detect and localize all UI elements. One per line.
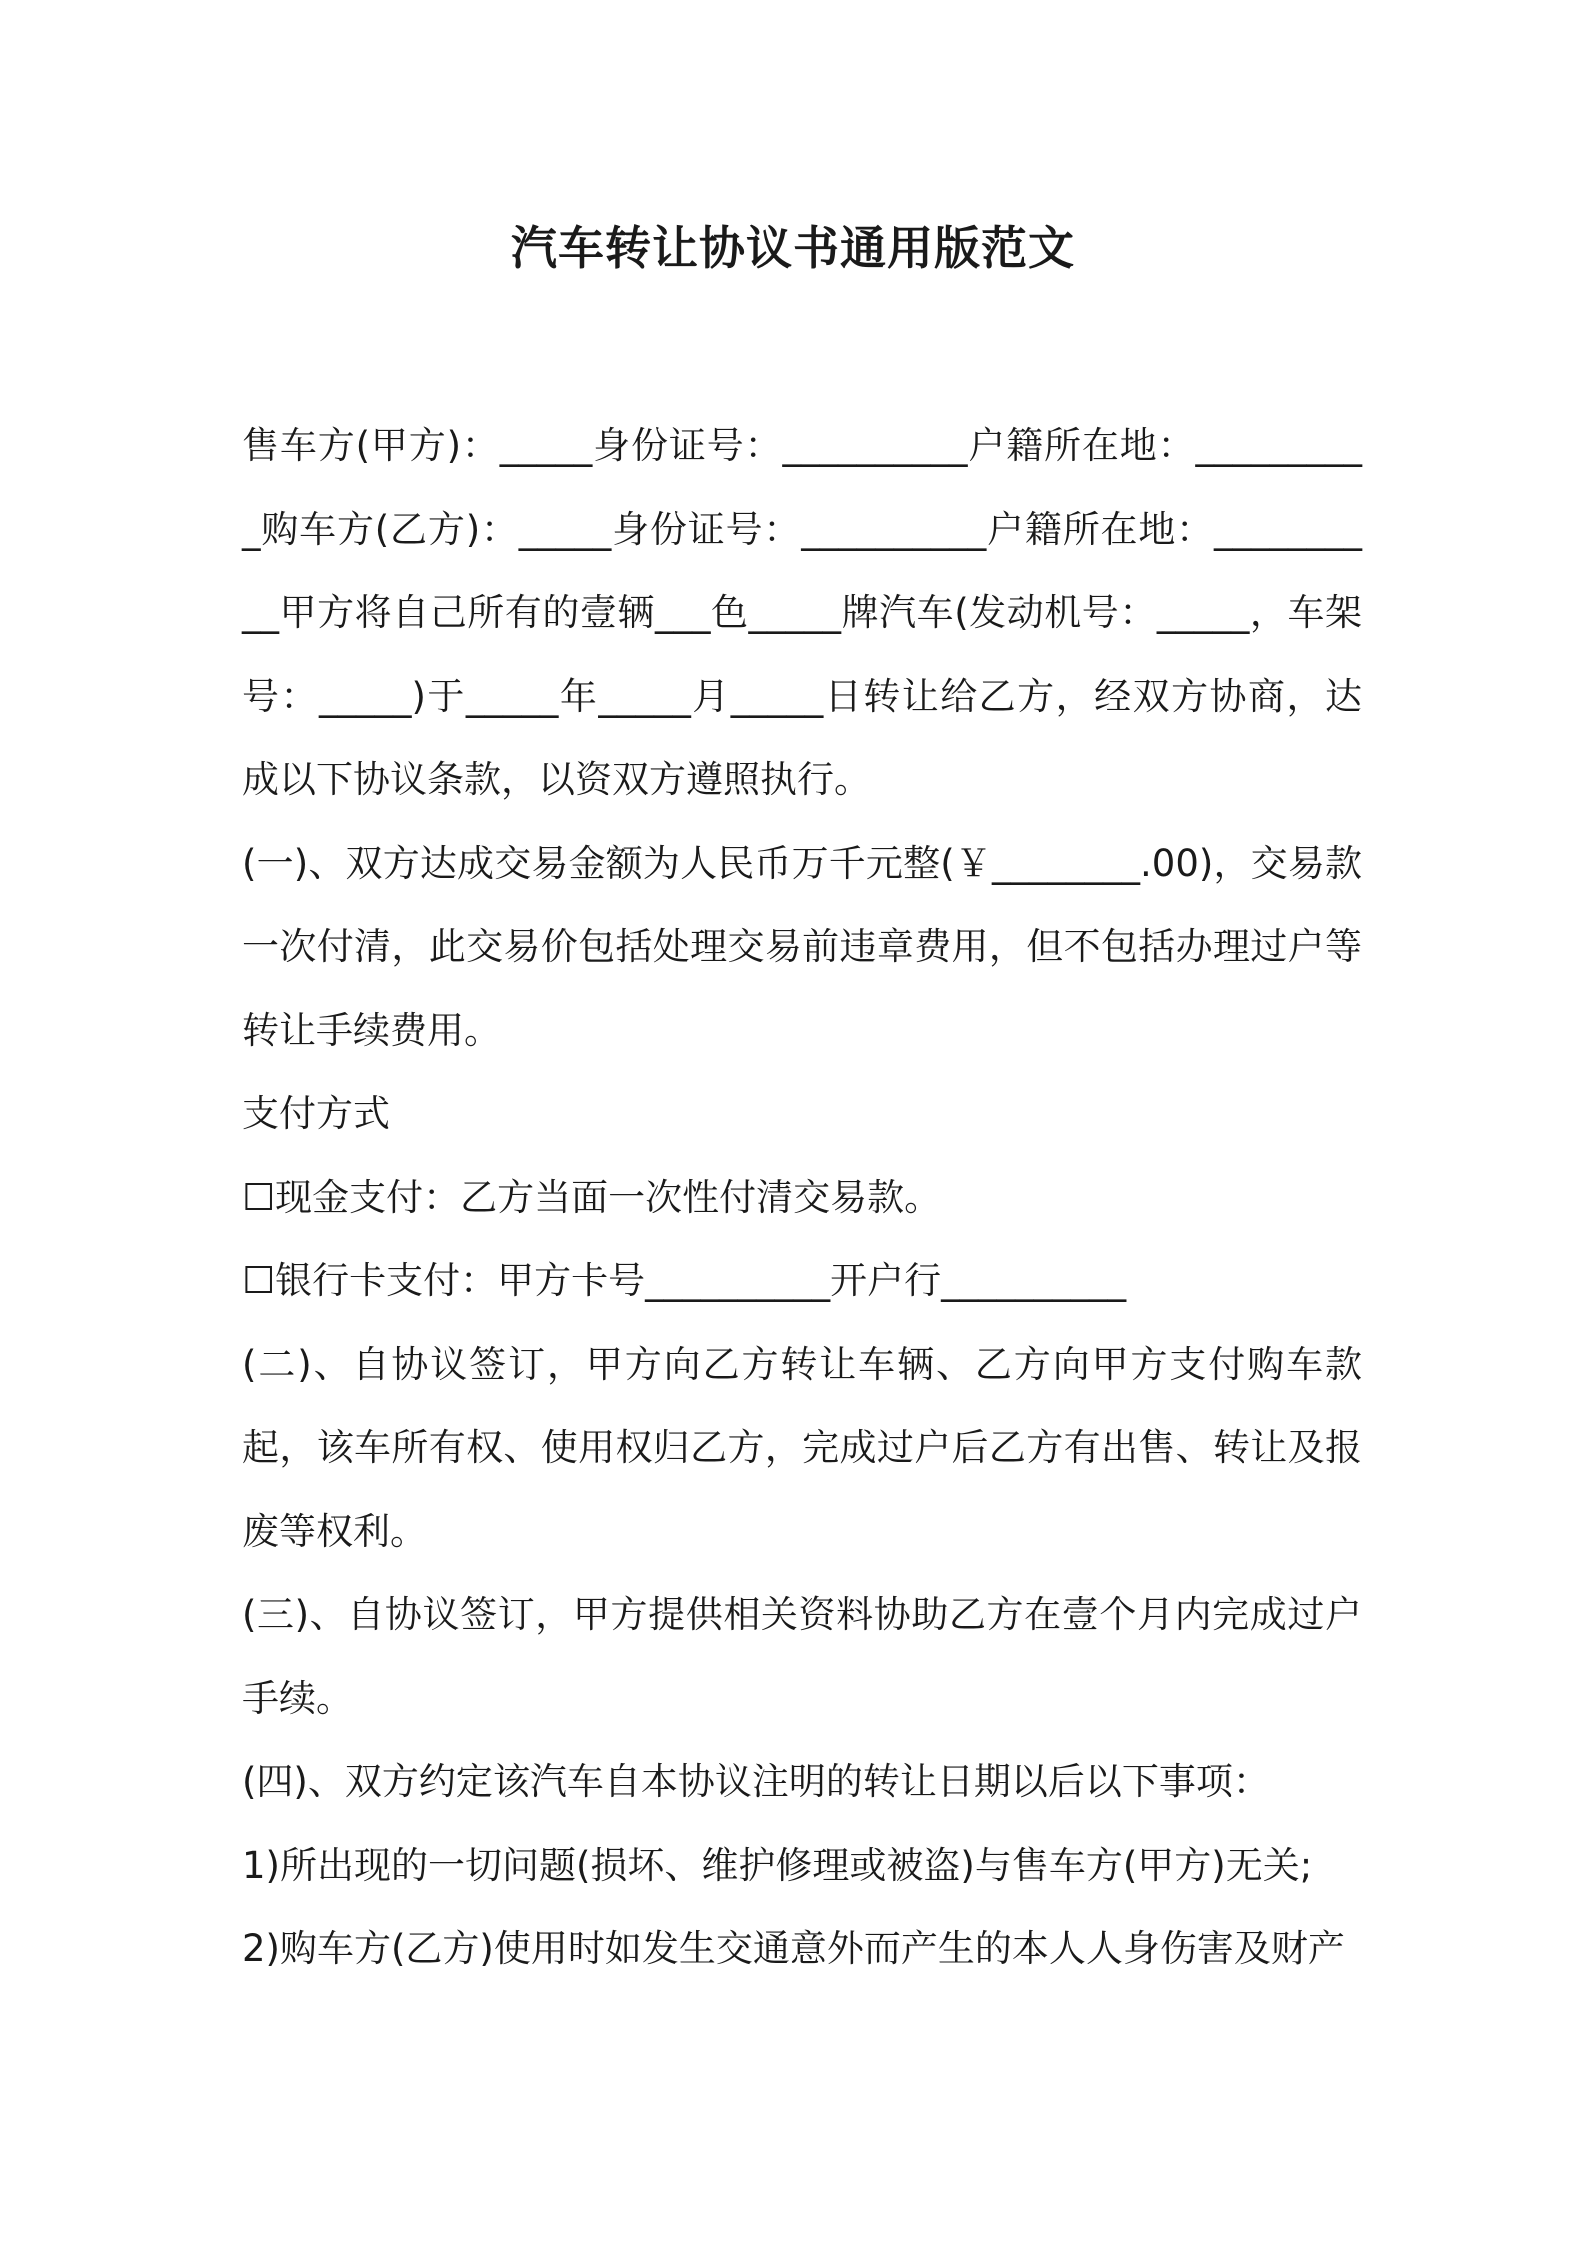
paragraph-clause-3: (三)、自协议签订，甲方提供相关资料协助乙方在壹个月内完成过户手续。 bbox=[242, 1593, 1362, 1720]
paragraph-payment-heading: 支付方式 bbox=[242, 1092, 390, 1135]
paragraph-payment-cash: ☐现金支付：乙方当面一次性付清交易款。 bbox=[242, 1175, 942, 1219]
paragraph-clause-1: (一)、双方达成交易金额为人民币万千元整(￥________.00)，交易款一次付清，此交易价包括处理交易前违章费用，但不包括办理过户等转让手续费用。 bbox=[242, 841, 1362, 1052]
paragraph-item-2: 2)购车方(乙方)使用时如发生交通意外而产生的本人人身伤害及财产 bbox=[242, 1927, 1345, 1970]
document-title: 汽车转让协议书通用版范文 bbox=[511, 221, 1075, 275]
paragraph-clause-4: (四)、双方约定该汽车自本协议注明的转让日期以后以下事项： bbox=[242, 1760, 1270, 1803]
paragraph-clause-2: (二)、自协议签订，甲方向乙方转让车辆、乙方向甲方支付购车款起，该车所有权、使用权归乙方，完成过户后乙方有出售、转让及报废等权利。 bbox=[242, 1342, 1362, 1553]
paragraph-item-1: 1)所出现的一切问题(损坏、维护修理或被盗)与售车方(甲方)无关; bbox=[242, 1843, 1313, 1887]
paragraph-payment-bank: ☐银行卡支付：甲方卡号__________开户行__________ bbox=[242, 1259, 1127, 1302]
document-body bbox=[242, 404, 1362, 1991]
paragraph-parties: 售车方(甲方)：_____身份证号：__________户籍所在地：__________购车方(乙方)：_____身份证号：__________户籍所在地：__________甲方将自己所有的壹辆___色_____牌汽车(发动机号：_____，车架号：_____)于_____年_____月_____日转让给乙方，经双方协商，达成以下协议条款，以资双方遵照执行。 bbox=[242, 424, 1362, 801]
